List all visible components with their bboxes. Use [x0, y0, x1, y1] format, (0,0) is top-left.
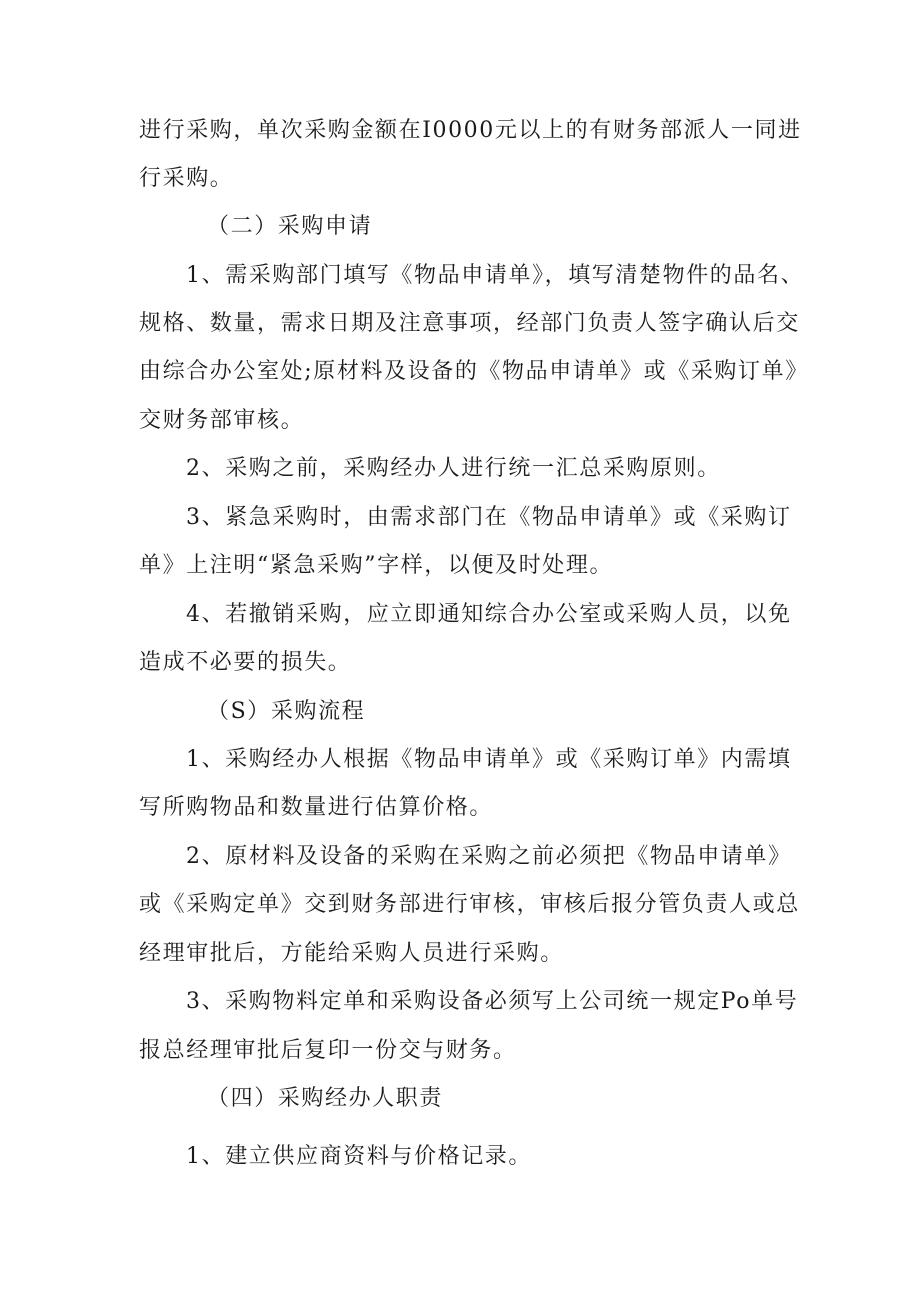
section-heading: （四）采购经办人职责 [207, 1086, 444, 1111]
text-line: 4、若撤销采购，应立即通知综合办公室或采购人员，以免 [186, 602, 792, 627]
text-line: 由综合办公室处;原材料及设备的《物品申请单》或《采购订单》 [139, 359, 809, 384]
text-line: 交财务部审核。 [139, 408, 305, 433]
section-heading: （二）采购申请 [207, 214, 373, 239]
text-line: 行采购。 [139, 166, 234, 191]
section-heading: （S）采购流程 [207, 699, 366, 724]
text-line: 经理审批后，方能给采购人员进行采购。 [139, 941, 564, 966]
text-line: 1、需采购部门填写《物品申请单》，填写清楚物件的品名、 [186, 263, 805, 288]
text-line: 1、采购经办人根据《物品申请单》或《采购订单》内需填 [186, 747, 792, 772]
text-line: 2、采购之前，采购经办人进行统一汇总采购原则。 [186, 456, 721, 481]
text-line: 3、采购物料定单和采购设备必须写上公司统一规定Po单号 [186, 989, 799, 1014]
text-line: 进行采购，单次采购金额在I0000元以上的有财务部派人一同进 [139, 118, 802, 143]
text-line: 写所购物品和数量进行估算价格。 [139, 795, 494, 820]
text-line: 1、建立供应商资料与价格记录。 [186, 1144, 532, 1169]
text-line: 报总经理审批后复印一份交与财务。 [139, 1038, 517, 1063]
text-line: 造成不必要的损失。 [139, 650, 352, 675]
text-line: 2、原材料及设备的采购在采购之前必须把《物品申请单》 [186, 844, 792, 869]
text-line: 规格、数量，需求日期及注意事项，经部门负责人签字确认后交 [139, 311, 800, 336]
text-line: 3、紧急采购时，由需求部门在《物品申请单》或《采购订 [186, 505, 792, 530]
text-line: 或《采购定单》交到财务部进行审核，审核后报分管负责人或总 [139, 892, 800, 917]
text-line: 单》上注明“紧急采购”字样，以便及时处理。 [139, 553, 614, 578]
